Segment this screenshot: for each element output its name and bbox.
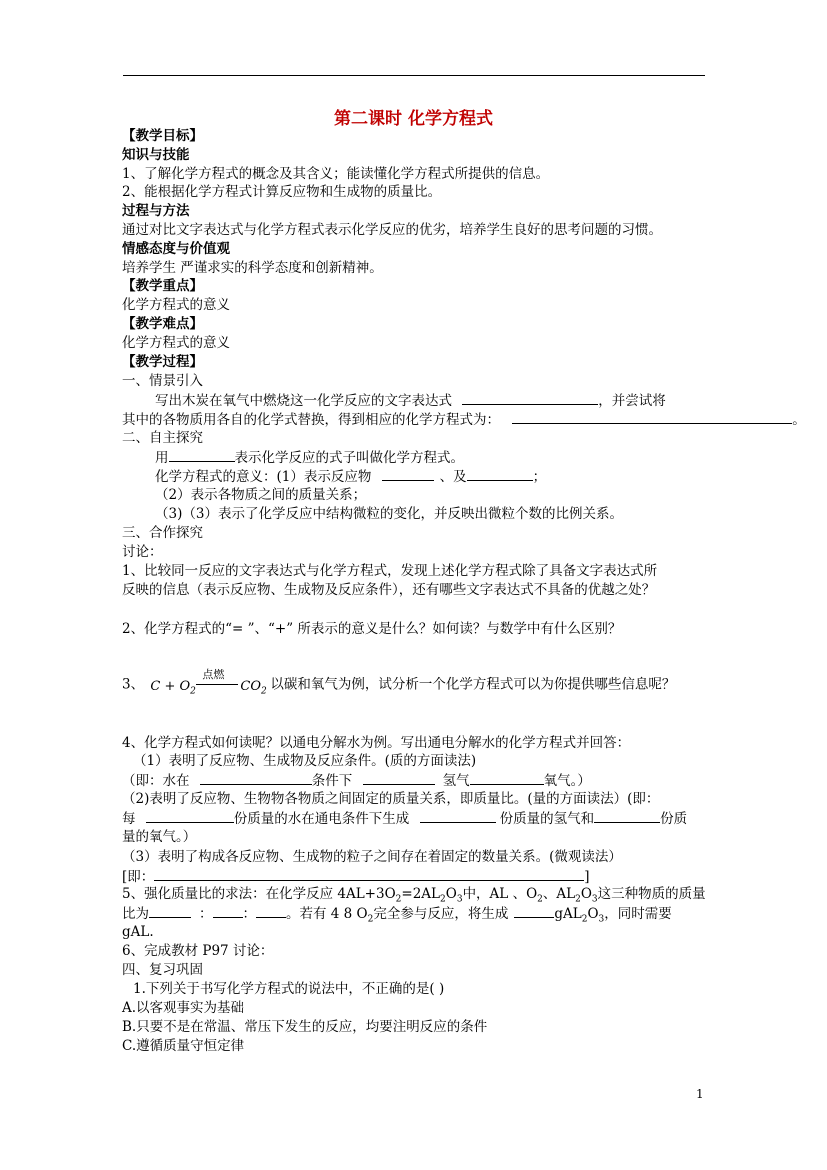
answer-blank[interactable] [169,448,235,462]
answer-blank[interactable] [200,771,312,785]
question-4-point-3-fill: [即： ] [122,869,590,885]
part2-line-c: （2）表示各物质之间的质量关系； [155,487,367,503]
answer-blank[interactable] [149,904,191,918]
answer-blank[interactable] [154,867,584,881]
chemical-equation: $C + O_2$ 点燃 $CO_2$ [150,668,267,697]
part2-line-d: （3)（3）表示了化学反应中结构微粒的变化，并反映出微粒个数的比例关系。 [155,506,623,522]
answer-blank[interactable] [213,904,243,918]
part1-line-b: 其中的各物质用各自的化学式替换，得到相应的化学方程式为： 。 [122,412,806,428]
key-text: 化学方程式的意义 [122,297,230,313]
exercise-option-c: C.遵循质量守恒定律 [122,1038,245,1054]
question-4-point-1-fill: （即：水在 条件下 氢气 氧气。） [122,773,591,789]
section-heading-process: 【教学过程】 [122,354,203,370]
header-rule [123,75,705,76]
question-4-point-2-end: 量的氧气。） [122,829,197,845]
answer-blank[interactable] [420,809,496,823]
section-heading-difficulty: 【教学难点】 [122,316,203,332]
section-heading-key: 【教学重点】 [122,278,203,294]
section-heading-goals: 【教学目标】 [122,128,203,144]
answer-blank[interactable] [514,904,554,918]
part1-heading: 一、情景引入 [122,373,203,389]
subheading-process: 过程与方法 [122,203,190,219]
answer-blank[interactable] [462,391,598,405]
process-text: 通过对比文字表达式与化学方程式表示化学反应的优劣，培养学生良好的思考问题的习惯。 [122,222,662,238]
answer-blank[interactable] [467,467,533,481]
part1-line-a: 写出木炭在氧气中燃烧这一化学反应的文字表达式 ，并尝试将 [155,393,666,409]
question-5-fill: 比为 ： ： 。若有 4 8 $O_2$完全参与反应，将生成 $gAL_2O_3$，同时需要 [122,906,672,925]
question-4-point-2-fill: 每 份质量的水在通电条件下生成 份质量的氢气和 份质 [122,811,688,827]
question-4: 4、化学方程式如何读呢？以通电分解水为例。写出通电分解水的化学方程式并回答： [122,735,631,751]
attitude-text: 培养学生 严谨求实的科学态度和创新精神。 [122,260,383,276]
question-3: 3、 $C + O_2$ 点燃 $CO_2$ 以碳和氧气为例，试分析一个化学方程式可以为你提供哪些信息呢？ [122,668,676,697]
part2-heading: 二、自主探究 [122,430,203,446]
answer-blank[interactable] [256,904,286,918]
discussion-label: 讨论： [122,544,163,560]
exercise-option-b: B.只要不是在常温、常压下发生的反应，均要注明反应的条件 [122,1019,488,1035]
question-4-point-1: （1）表明了反应物、生成物及反应条件。(质的方面读法) [133,753,477,769]
part3-heading: 三、合作探究 [122,525,203,541]
part4-heading: 四、复习巩固 [122,962,203,978]
answer-blank[interactable] [470,771,544,785]
difficulty-text: 化学方程式的意义 [122,335,230,351]
question-5: 5、强化质量比的求法：在化学反应 $4AL+3O_2=2AL_2O_3$中，AL 、$O_2$、$AL_2O_3$这三种物质的质量 [122,886,706,905]
subheading-knowledge: 知识与技能 [122,147,190,163]
question-6: 6、完成教材 P97 讨论： [122,943,274,959]
part2-line-a: 用 表示化学反应的式子叫做化学方程式。 [155,450,464,466]
goal-2: 2、能根据化学方程式计算反应物和生成物的质量比。 [122,184,442,200]
question-4-point-2: （2)表明了反应物、生物物各物质之间固定的质量关系，即质量比。(量的方面读法）(即： [122,791,660,807]
exercise-option-a: A.以客观事实为基础 [122,1000,245,1016]
answer-blank[interactable] [512,410,792,424]
page-title: 第二课时 化学方程式 [334,109,493,129]
answer-blank[interactable] [594,809,660,823]
question-2: 2、化学方程式的“= ”、“+” 所表示的意义是什么？如何读？与数学中有什么区别？ [122,621,622,637]
question-4-point-3: （3）表明了构成各反应物、生成物的粒子之间存在着固定的数量关系。(微观读法） [122,849,622,865]
question-1-line-b: 反映的信息（表示反应物、生成物及反应条件），还有哪些文字表达式不具备的优越之处？ [122,582,656,598]
page-number: 1 [696,1087,704,1101]
answer-blank[interactable] [363,771,435,785]
answer-blank[interactable] [146,809,234,823]
exercise-1: 1.下列关于书写化学方程式的说法中，不正确的是( ) [133,981,445,997]
question-1-line-a: 1、比较同一反应的文字表达式与化学方程式，发现上述化学方程式除了具备文字表达式所 [122,563,658,579]
question-5-end: gAL. [122,924,154,940]
part2-line-b: 化学方程式的意义：(1）表示反应物 、及 ； [155,469,547,485]
answer-blank[interactable] [382,467,434,481]
goal-1: 1、了解化学方程式的概念及其含义；能读懂化学方程式所提供的信息。 [122,166,550,182]
subheading-attitude: 情感态度与价值观 [122,241,230,257]
